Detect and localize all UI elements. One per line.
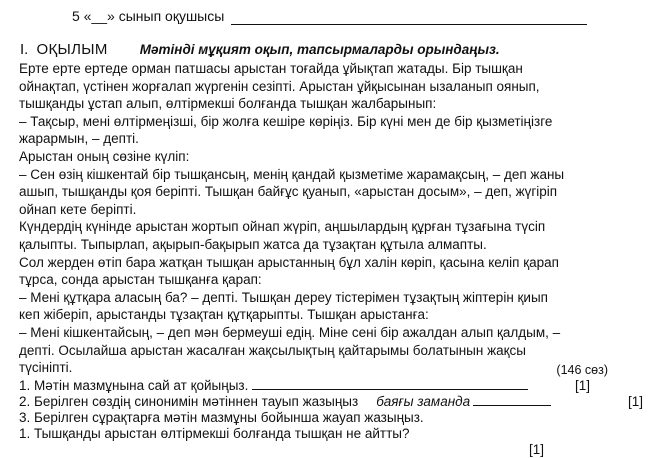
text-line: ойнап кете беріпті.: [19, 201, 137, 217]
text-line: тұрса, сонда арыстан тышқанға қарап:: [19, 272, 262, 288]
task-1: [19, 378, 649, 394]
text-line: – Мені кішкентайсың, – деп мән бермеуші едің. Міне сені бір ажалдан алып қалдым, –: [19, 324, 561, 340]
task-1-mark: [1]: [575, 378, 591, 393]
text-line: – Сен өзің кішкентай бір тышқансың, менің қандай қызметіме жарамақсың, – деп жаны: [19, 166, 565, 182]
grade-name-line: [231, 24, 587, 25]
section-instruction: Мәтінді мұқият оқып, тапсырмаларды орындаңыз.: [139, 42, 500, 57]
text-line: түсініпті.: [19, 360, 73, 376]
grade-label: 5 «__» сынып оқушысы: [72, 8, 225, 24]
answer-blank-2[interactable]: [473, 394, 551, 406]
task-2-text: 2. Берілген сөздің синонимін мәтіннен тауып жазыңыз: [19, 394, 359, 409]
text-line: Күндердің күнінде арыстан жортып ойнап жүріп, аңшылардың құрған тұзағына түсіп: [19, 219, 546, 235]
task-2: [19, 394, 649, 410]
text-line: – Тақсыр, мені өлтірмеңізші, бір жолға кешіре көріңіз. Бір күні мен де бір қызметіңізге: [19, 113, 553, 129]
task-1-text: 1. Мәтін мазмұнына сай ат қойыңыз.: [19, 378, 249, 393]
text-line: жарармын, – депті.: [19, 131, 139, 147]
text-line: кеп жіберіп, арыстанды тұзақтан құтқарыпты. Тышқан арыстанға:: [19, 307, 429, 323]
task-3-question-1-mark: [1]: [529, 442, 545, 457]
section-number: I.: [20, 41, 29, 58]
task-list: [19, 378, 649, 442]
reading-text: [19, 60, 645, 377]
task-2-mark: [1]: [628, 394, 644, 409]
text-line: ойнақтап, үстінен жорғалап жүргенін сезіпті. Арыстан ұйқысынан ызаланып оянып,: [19, 78, 540, 94]
answer-blank-1[interactable]: [252, 378, 528, 390]
text-line: – Мені құтқара аласың ба? – депті. Тышқан дереу тістерімен тұзақтың жіптерін қиып: [19, 289, 548, 305]
task-3-question-1: 1. Тышқанды арыстан өлтірмекші болғанда тышқан не айтты?: [19, 426, 410, 441]
text-line: Арыстан оның сөзіне күліп:: [19, 148, 190, 164]
section-title: ОҚЫЛЫМ: [36, 41, 108, 58]
text-line: депті. Осылайша арыстан жасалған жақсылықтың қайтарымы болатынын жақсы: [19, 342, 526, 358]
task-2-hint: баяғы заманда: [376, 394, 471, 409]
section-heading: [20, 41, 500, 58]
text-line: ашып, тышқанды қоя беріпті. Тышқан байғұс қуанып, «арыстан досым», – деп, жүгіріп: [19, 184, 558, 200]
text-line: Ерте ерте ертеде орман патшасы арыстан тоғайда ұйықтап жатады. Бір тышқан: [19, 61, 523, 76]
text-line: тышқанды ұстап алып, өлтірмекші болғанда тышқан жалбарынып:: [19, 96, 437, 112]
task-3: 3. Берілген сұрақтарға мәтін мазмұны бойынша жауап жазыңыз.: [19, 410, 424, 425]
text-line: қалыпты. Тыпырлап, ақырып-бақырып жатса да тұзақтан құтыла алмапты.: [19, 236, 487, 252]
text-line: Сол жерден өтіп бара жатқан тышқан арыстанның бұл халін көріп, қасына келіп қарап: [19, 254, 559, 270]
word-count: (146 сөз): [556, 363, 608, 377]
